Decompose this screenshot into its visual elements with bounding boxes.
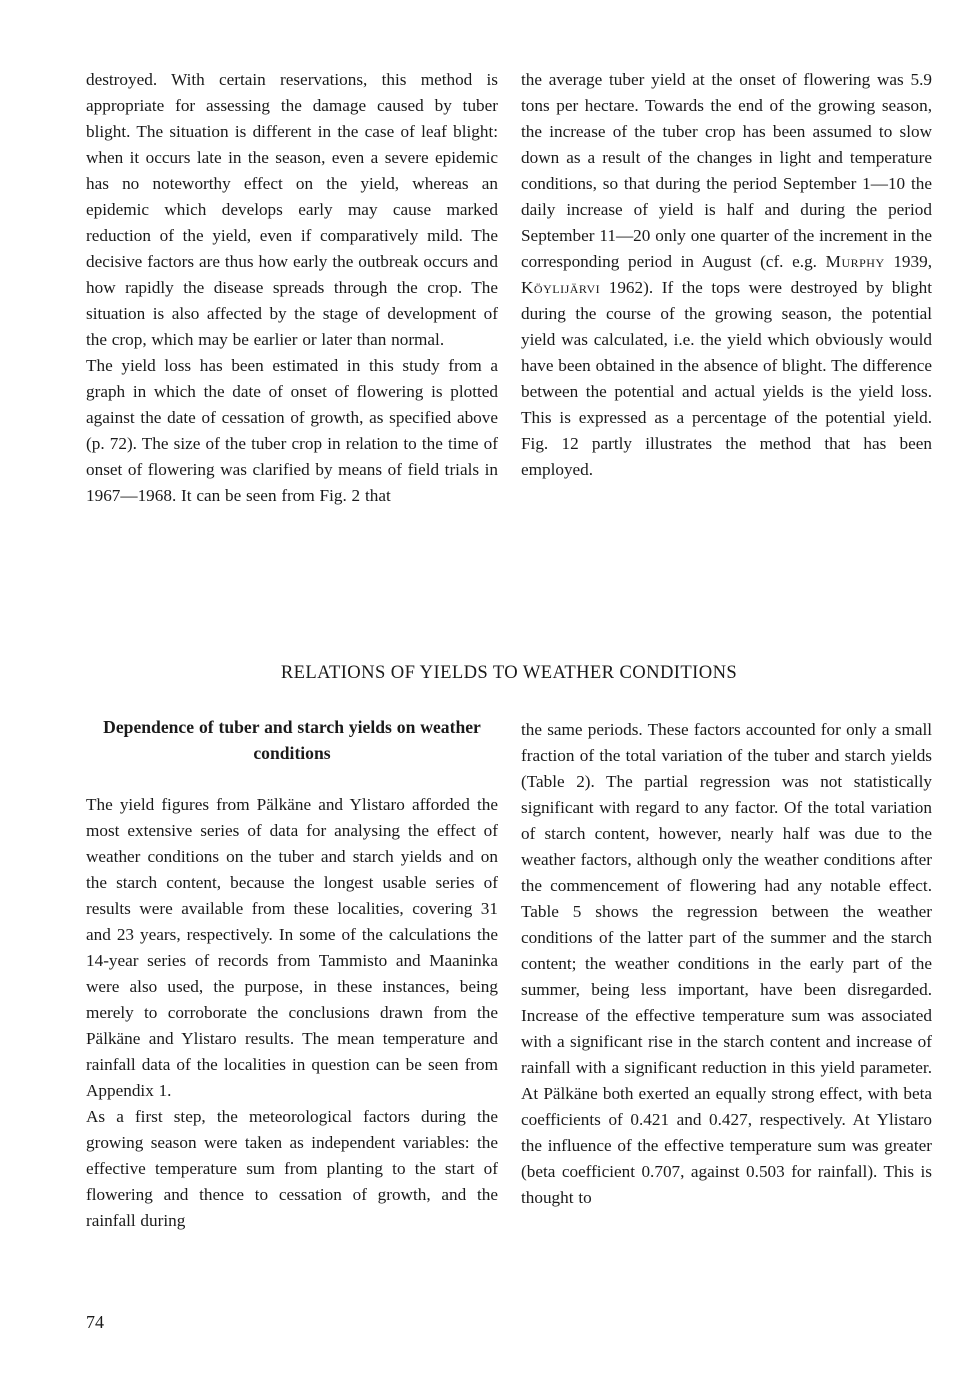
paragraph: The yield loss has been estimated in this study from a graph in which the date of onset of flowering is plotted against the date of cessation of growth, as specified above (p. 72). The size of the tuber crop in relation to the time of onset of flowering was clarified by means of field trials in 1967—1968. It can be seen from Fig. 2 that: [86, 356, 498, 505]
paragraph: The yield figures from Pälkäne and Ylistaro afforded the most extensive series of data for analysing the effect of weather conditions on the tuber and starch yields and on the starch content, because the longest usable series of results were available from these localities, covering 31 and 23 years, respectively. In some of the calculations the 14-year series of records from Tammisto and Maaninka were also used, the purpose, in these instances, being merely to corroborate the conclusions drawn from the Pälkäne and Ylistaro results. The mean temperature and rainfall data of the localities in question can be seen from Appendix 1.: [86, 795, 498, 1100]
section-heading: RELATIONS OF YIELDS TO WEATHER CONDITIONS: [280, 662, 738, 683]
top-left-column: [86, 67, 498, 509]
citation-author: Murphy: [825, 252, 885, 271]
paragraph: As a first step, the meteorological factors during the growing season were taken as independent variables: the effective temperature sum from planting to the start of flowering and thence to cessation of growth, and the rainfall during: [86, 1107, 498, 1230]
paragraph: the same periods. These factors accounted for only a small fraction of the total variation of the tuber and starch yields (Table 2). The partial regression was not statistically significant with regard to any factor. Of the total variation of starch content, however, nearly half was due to the weather factors, although only the weather conditions after the commencement of flowering had any notable effect. Table 5 shows the regression between the weather conditions of the latter part of the summer and the starch content; the weather conditions in the early part of the summer, being less important, have been disregarded. Increase of the effective temperature sum was associated with a significant rise in the starch content and increase of rainfall with a significant reduction in this yield parameter. At Pälkäne both exerted an equally strong effect, with beta coefficients of 0.421 and 0.427, respectively. At Ylistaro the influence of the effective temperature sum was greater (beta coefficient 0.707, against 0.503 for rainfall). This is thought to: [521, 720, 932, 1207]
text-run: 1939,: [884, 252, 933, 271]
paragraph: [521, 67, 932, 483]
citation-author: Köylijärvi: [521, 278, 601, 297]
paragraph: destroyed. With certain reservations, this method is appropriate for assessing the damage caused by tuber blight. The situation is different in the case of leaf blight: when it occurs late in the season, even a severe epidemic has no noteworthy effect on the yield, whereas an epidemic which develops early may cause marked reduction of the yield, even if comparatively mild. The decisive factors are thus how early the outbreak occurs and how rapidly the disease spreads through the crop. The situation is also affected by the stage of development of the crop, which may be earlier or later than normal.: [86, 70, 498, 349]
bottom-right-column: [521, 717, 932, 1211]
page-number: 74: [86, 1312, 104, 1332]
text-run: 1962). If the tops were destroyed by blight during the course of the growing season, the potential yield was calculated, i.e. the yield which obviously would have been obtained in the absence of blight. The difference between the potential and actual yields is the yield loss. This is expressed as a percentage of the potential yield. Fig. 12 partly illustrates the method that has been employed.: [521, 278, 932, 479]
top-right-column: [521, 67, 932, 483]
sub-heading: Dependence of tuber and starch yields on weather conditions: [103, 717, 481, 763]
text-run: the average tuber yield at the onset of flowering was 5.9 tons per hectare. Towards the end of the growing season, the increase of the tuber crop has been assumed to slow down as a result of the changes in light and temperature conditions, so that during the period September 1—10 the daily increase of yield is half and during the period September 11—20 only one quarter of the increment in the corresponding period in August (cf. e.g.: [521, 70, 932, 271]
bottom-left-column: [86, 714, 498, 1234]
